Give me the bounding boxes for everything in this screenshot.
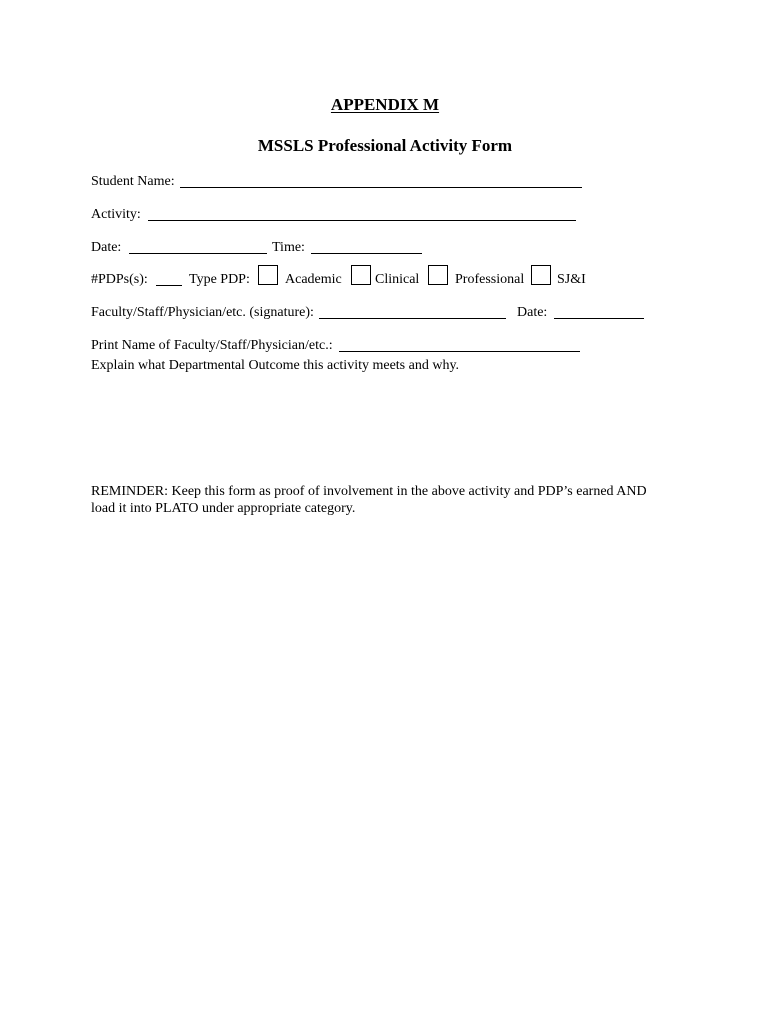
sji-checkbox[interactable] bbox=[531, 265, 551, 285]
professional-checkbox[interactable] bbox=[428, 265, 448, 285]
explain-label: Explain what Departmental Outcome this activity meets and why. bbox=[91, 358, 460, 373]
print-name-field[interactable] bbox=[339, 351, 580, 352]
reminder-line-1: REMINDER: Keep this form as proof of involvement in the above activity and PDP’s earned AND bbox=[91, 484, 647, 499]
form-title: MSSLS Professional Activity Form bbox=[257, 136, 513, 155]
clinical-option-label: Clinical bbox=[375, 272, 420, 287]
time-field[interactable] bbox=[311, 253, 422, 254]
activity-label: Activity: bbox=[91, 207, 141, 222]
date-label: Date: bbox=[91, 240, 122, 255]
appendix-heading: APPENDIX M bbox=[330, 95, 440, 114]
student-name-field[interactable] bbox=[180, 187, 582, 188]
reminder-line-2: load it into PLATO under appropriate category. bbox=[91, 501, 356, 516]
pdps-label: #PDPs(s): bbox=[91, 272, 148, 287]
signature-date-field[interactable] bbox=[554, 318, 644, 319]
sji-option-label: SJ&I bbox=[557, 272, 586, 287]
signature-field[interactable] bbox=[319, 318, 506, 319]
type-pdp-label: Type PDP: bbox=[189, 272, 250, 287]
academic-checkbox[interactable] bbox=[258, 265, 278, 285]
professional-option-label: Professional bbox=[455, 272, 525, 287]
student-name-label: Student Name: bbox=[91, 174, 175, 189]
pdps-count-field[interactable] bbox=[156, 285, 182, 286]
signature-date-label: Date: bbox=[517, 305, 548, 320]
time-label: Time: bbox=[272, 240, 305, 255]
activity-field[interactable] bbox=[148, 220, 576, 221]
signature-label: Faculty/Staff/Physician/etc. (signature): bbox=[91, 305, 314, 320]
clinical-checkbox[interactable] bbox=[351, 265, 371, 285]
print-name-label: Print Name of Faculty/Staff/Physician/etc.: bbox=[91, 338, 333, 353]
academic-option-label: Academic bbox=[285, 272, 342, 287]
date-field[interactable] bbox=[129, 253, 267, 254]
